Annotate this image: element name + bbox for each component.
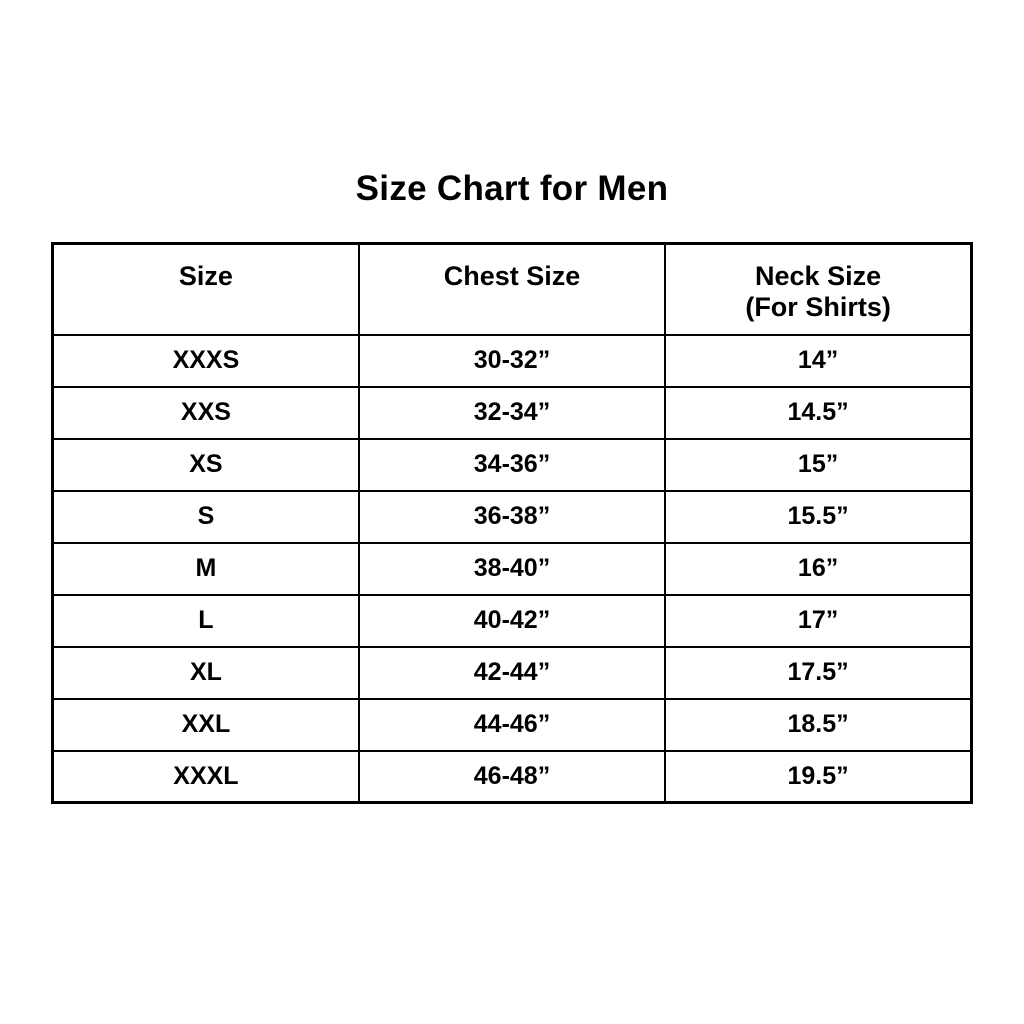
size-cell: M [53, 543, 359, 595]
neck-size-cell: 17.5” [665, 647, 971, 699]
size-cell: L [53, 595, 359, 647]
size-cell: XXXS [53, 335, 359, 387]
neck-size-cell: 17” [665, 595, 971, 647]
table-row [53, 387, 972, 439]
table-row [53, 751, 972, 803]
table-row [53, 439, 972, 491]
size-cell: XXS [53, 387, 359, 439]
neck-size-cell: 15.5” [665, 491, 971, 543]
neck-size-cell: 18.5” [665, 699, 971, 751]
table-row [53, 335, 972, 387]
column-header-size [53, 244, 359, 335]
chest-size-cell: 36-38” [359, 491, 665, 543]
chest-size-cell: 46-48” [359, 751, 665, 803]
column-header-chest-size-label: Chest Size [443, 261, 581, 291]
size-cell: XXL [53, 699, 359, 751]
chest-size-cell: 30-32” [359, 335, 665, 387]
table-row [53, 699, 972, 751]
table-row [53, 647, 972, 699]
column-header-neck-size [665, 244, 971, 335]
neck-size-cell: 14” [665, 335, 971, 387]
chest-size-cell: 44-46” [359, 699, 665, 751]
neck-size-cell: 19.5” [665, 751, 971, 803]
size-cell: XXXL [53, 751, 359, 803]
table-row [53, 491, 972, 543]
table-row [53, 543, 972, 595]
column-header-neck-size-label: Neck Size [755, 261, 882, 291]
column-header-chest-size [359, 244, 665, 335]
neck-size-cell: 15” [665, 439, 971, 491]
chest-size-cell: 42-44” [359, 647, 665, 699]
chest-size-cell: 38-40” [359, 543, 665, 595]
size-cell: XL [53, 647, 359, 699]
chest-size-cell: 40-42” [359, 595, 665, 647]
size-cell: S [53, 491, 359, 543]
size-chart-table [51, 242, 973, 804]
neck-size-cell: 14.5” [665, 387, 971, 439]
neck-size-cell: 16” [665, 543, 971, 595]
column-header-neck-size-sublabel: (For Shirts) [745, 292, 891, 322]
page-title: Size Chart for Men [355, 169, 669, 208]
size-cell: XS [53, 439, 359, 491]
chest-size-cell: 34-36” [359, 439, 665, 491]
chest-size-cell: 32-34” [359, 387, 665, 439]
column-header-size-label: Size [178, 261, 233, 291]
table-row [53, 595, 972, 647]
table-header-row [53, 244, 972, 335]
